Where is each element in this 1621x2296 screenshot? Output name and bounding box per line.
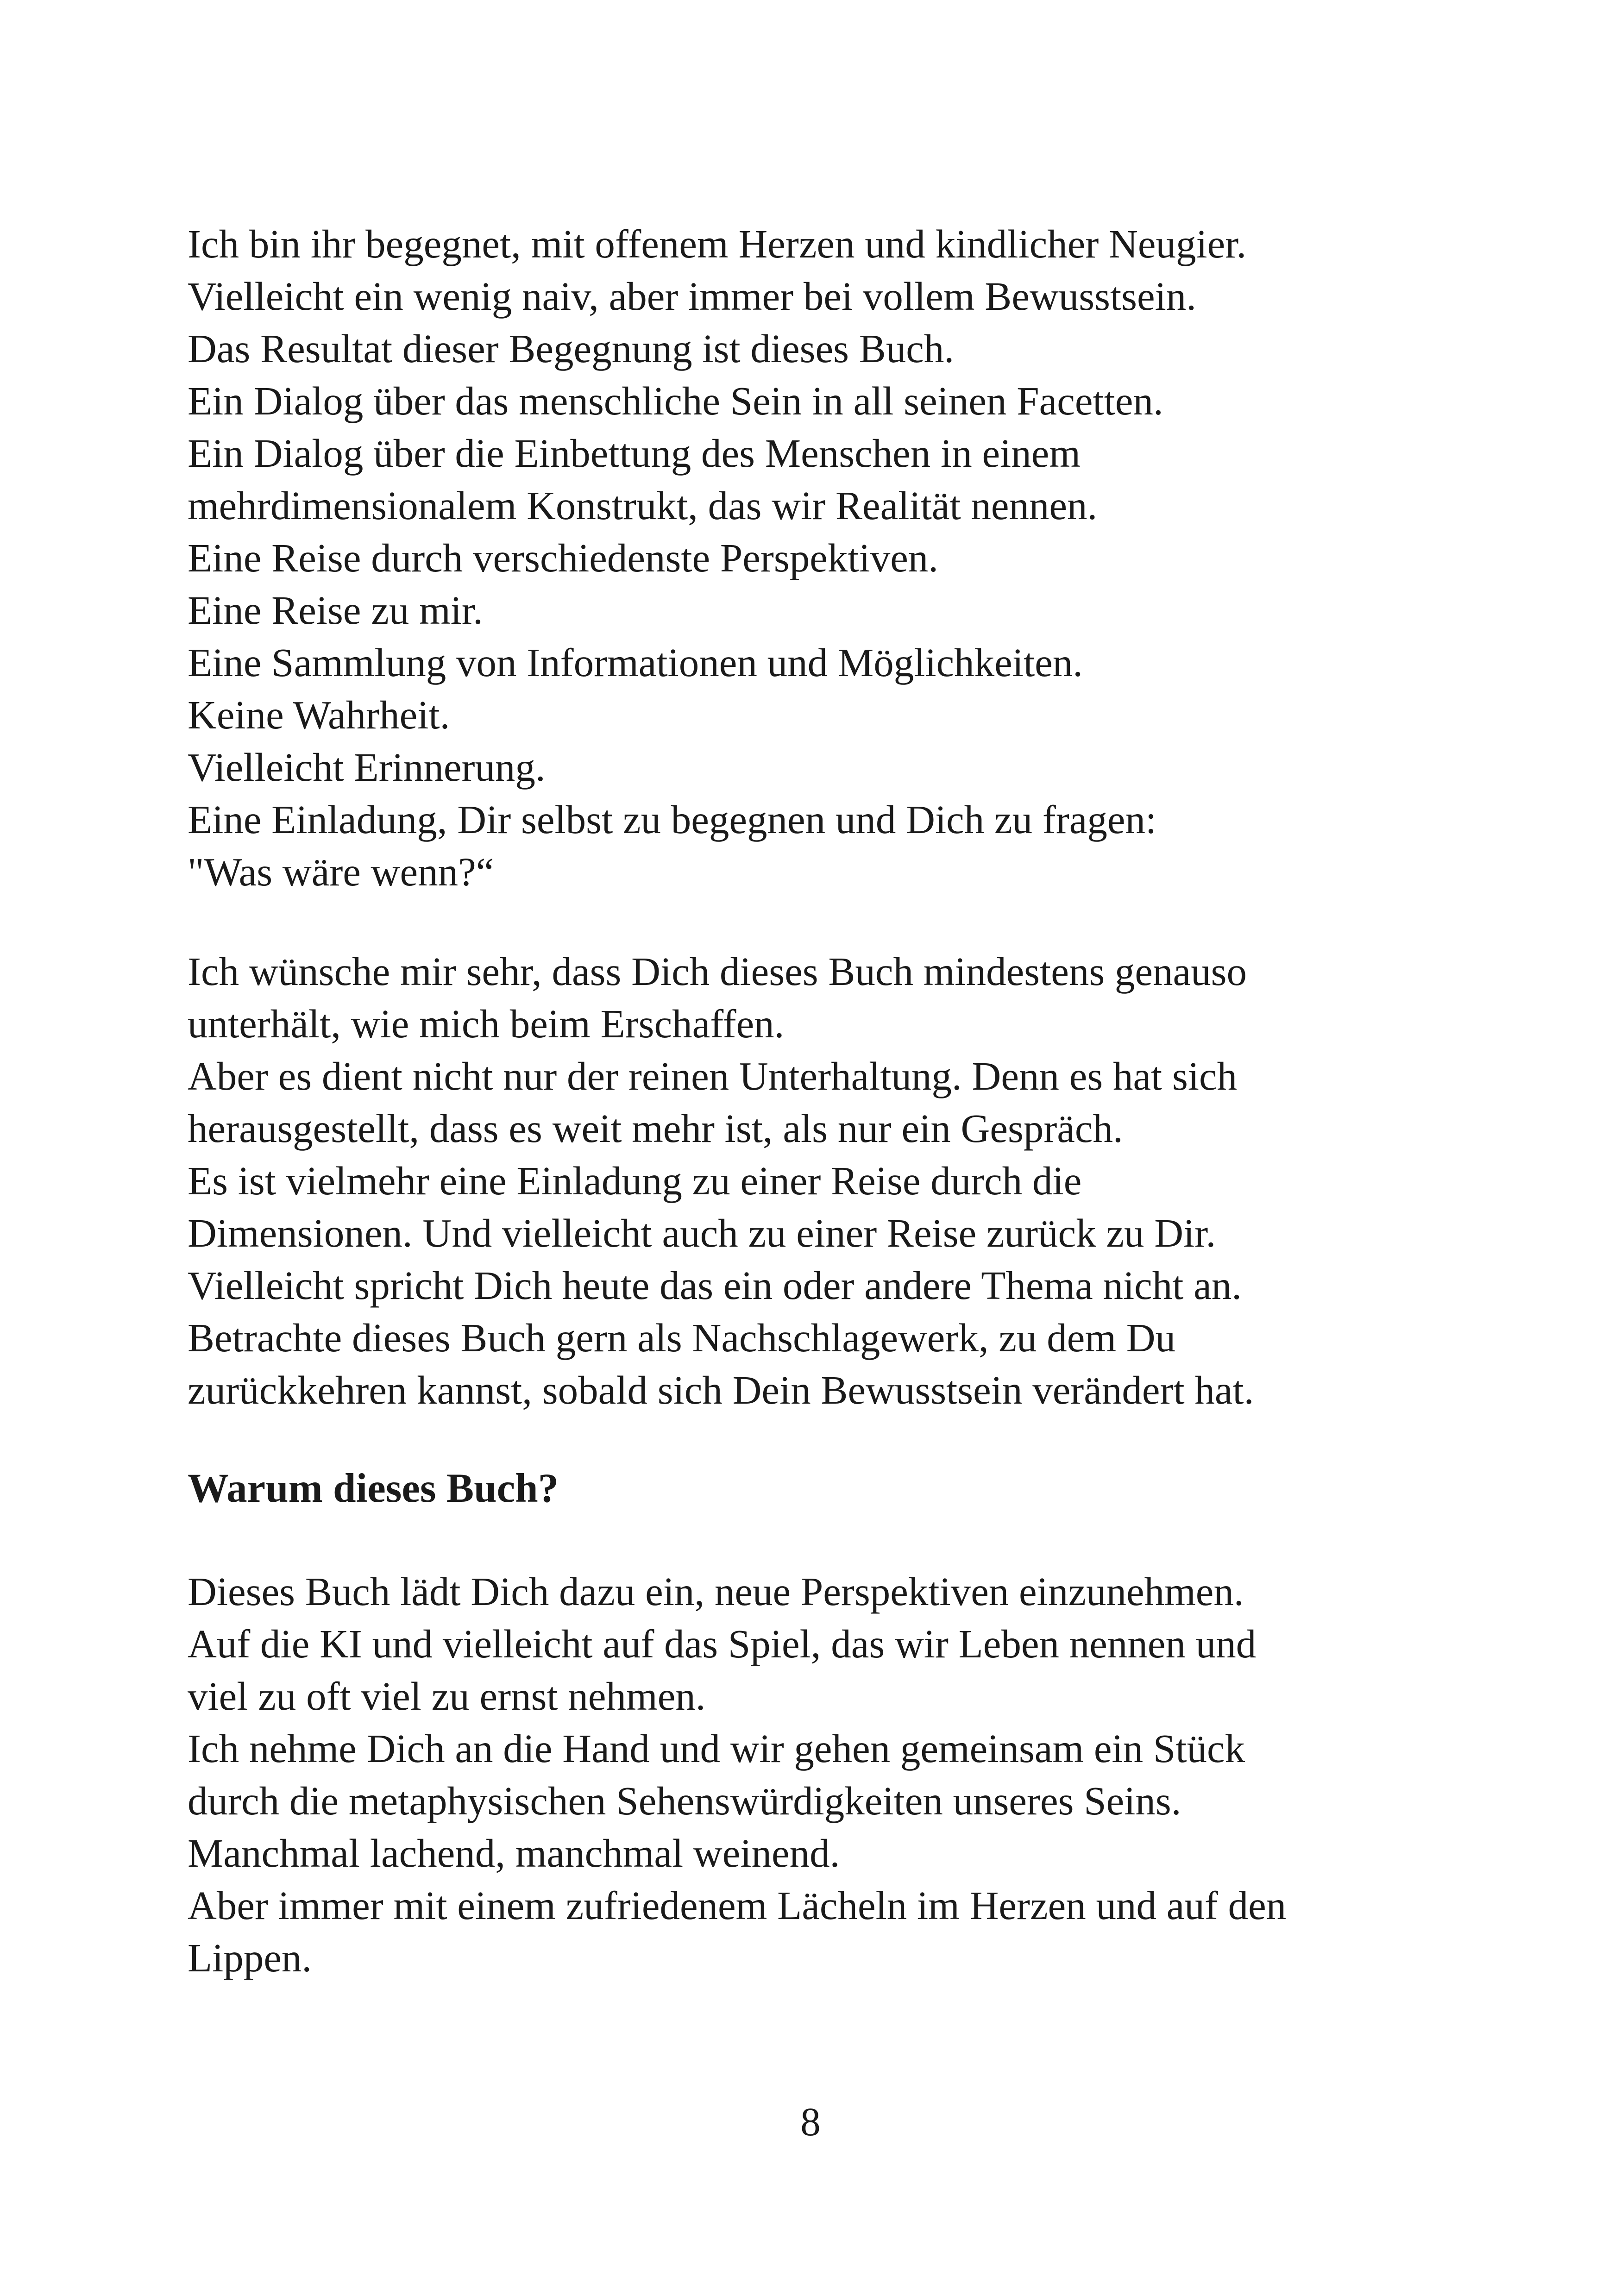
text-line: Auf die KI und vielleicht auf das Spiel, das wir Leben nennen und [188,1621,1257,1666]
text-line: Vielleicht Erinnerung. [188,745,546,790]
text-line: zurückkehren kannst, sobald sich Dein Bewusstsein verändert hat. [188,1368,1254,1412]
why-paragraph [188,1565,1466,1984]
text-line: Aber immer mit einem zufriedenem Lächeln im Herzen und auf den [188,1883,1287,1928]
text-line: Das Resultat dieser Begegnung ist dieses Buch. [188,326,955,371]
text-line: Es ist vielmehr eine Einladung zu einer Reise durch die [188,1158,1082,1203]
text-line: Vielleicht spricht Dich heute das ein oder andere Thema nicht an. [188,1263,1242,1308]
section-heading: Warum dieses Buch? [188,1466,559,1511]
text-line: Eine Einladung, Dir selbst zu begegnen und Dich zu fragen: [188,797,1157,842]
wish-paragraph [188,945,1466,1416]
text-line: herausgestellt, dass es weit mehr ist, als nur ein Gespräch. [188,1106,1123,1151]
text-line: Ein Dialog über die Einbettung des Menschen in einem [188,431,1081,476]
text-line: Ich bin ihr begegnet, mit offenem Herzen und kindlicher Neugier. [188,221,1247,266]
text-line: Eine Reise durch verschiedenste Perspektiven. [188,535,939,580]
text-line: Eine Sammlung von Informationen und Möglichkeiten. [188,640,1083,685]
text-line: Aber es dient nicht nur der reinen Unterhaltung. Denn es hat sich [188,1054,1238,1098]
text-line: "Was wäre wenn?“ [188,849,494,894]
text-line: Keine Wahrheit. [188,692,450,737]
text-line: Dimensionen. Und vielleicht auch zu einer Reise zurück zu Dir. [188,1211,1216,1255]
text-line: Dieses Buch lädt Dich dazu ein, neue Perspektiven einzunehmen. [188,1569,1244,1614]
text-line: Ich nehme Dich an die Hand und wir gehen gemeinsam ein Stück [188,1726,1245,1771]
text-line: Vielleicht ein wenig naiv, aber immer bei vollem Bewusstsein. [188,274,1197,319]
intro-paragraph [188,218,1466,898]
text-line: viel zu oft viel zu ernst nehmen. [188,1674,706,1719]
text-line: durch die metaphysischen Sehenswürdigkeiten unseres Seins. [188,1778,1181,1823]
page-number: 8 [800,2099,821,2144]
text-line: Eine Reise zu mir. [188,588,483,633]
text-line: unterhält, wie mich beim Erschaffen. [188,1001,785,1046]
text-line: Ich wünsche mir sehr, dass Dich dieses Buch mindestens genauso [188,949,1247,994]
text-line: Manchmal lachend, manchmal weinend. [188,1831,840,1876]
text-line: Betrachte dieses Buch gern als Nachschlagewerk, zu dem Du [188,1315,1176,1360]
text-line: Lippen. [188,1935,312,1980]
text-line: Ein Dialog über das menschliche Sein in all seinen Facetten. [188,378,1163,423]
text-line: mehrdimensionalem Konstrukt, das wir Realität nennen. [188,483,1098,528]
